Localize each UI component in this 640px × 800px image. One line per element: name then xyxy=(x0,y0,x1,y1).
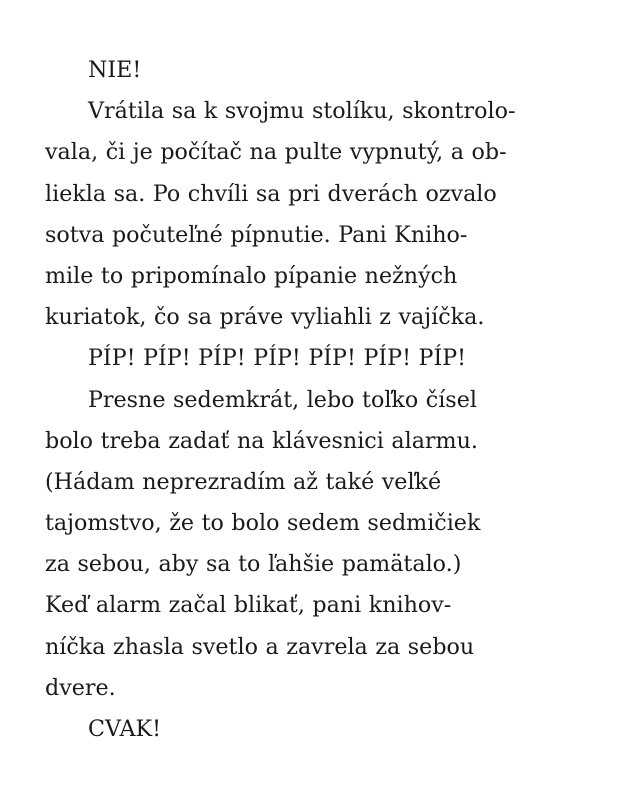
text-line: PÍP! PÍP! PÍP! PÍP! PÍP! PÍP! PÍP! xyxy=(88,345,467,372)
text-line: Presne sedemkrát, lebo toľko čísel xyxy=(88,386,477,413)
text-line: dvere. xyxy=(45,674,116,701)
text-line: NIE! xyxy=(88,57,142,83)
text-line: bolo treba zadať na klávesnici alarmu. xyxy=(45,427,478,454)
text-line: tajomstvo, že to bolo sedem sedmičiek xyxy=(45,510,481,537)
text-line: sotva počuteľné pípnutie. Pani Kniho- xyxy=(45,221,468,248)
text-line: níčka zhasla svetlo a zavrela za sebou xyxy=(45,633,475,660)
text-line: CVAK! xyxy=(88,716,162,742)
text-line: mile to pripomínalo pípanie nežných xyxy=(45,262,458,289)
text-line: vala, či je počítač na pulte vypnutý, a ob- xyxy=(45,139,507,166)
text-line: liekla sa. Po chvíli sa pri dverách ozvalo xyxy=(45,180,497,207)
text-line: Keď alarm začal blikať, pani knihov- xyxy=(45,592,452,619)
text-line: Vrátila sa k svojmu stolíku, skontrolo- xyxy=(88,98,516,125)
page-text xyxy=(45,50,615,750)
text-line: za sebou, aby sa to ľahšie pamätalo.) xyxy=(45,551,462,578)
text-line: (Hádam neprezradím až také veľké xyxy=(45,468,442,495)
text-line: kuriatok, čo sa práve vyliahli z vajíčka. xyxy=(45,304,485,331)
